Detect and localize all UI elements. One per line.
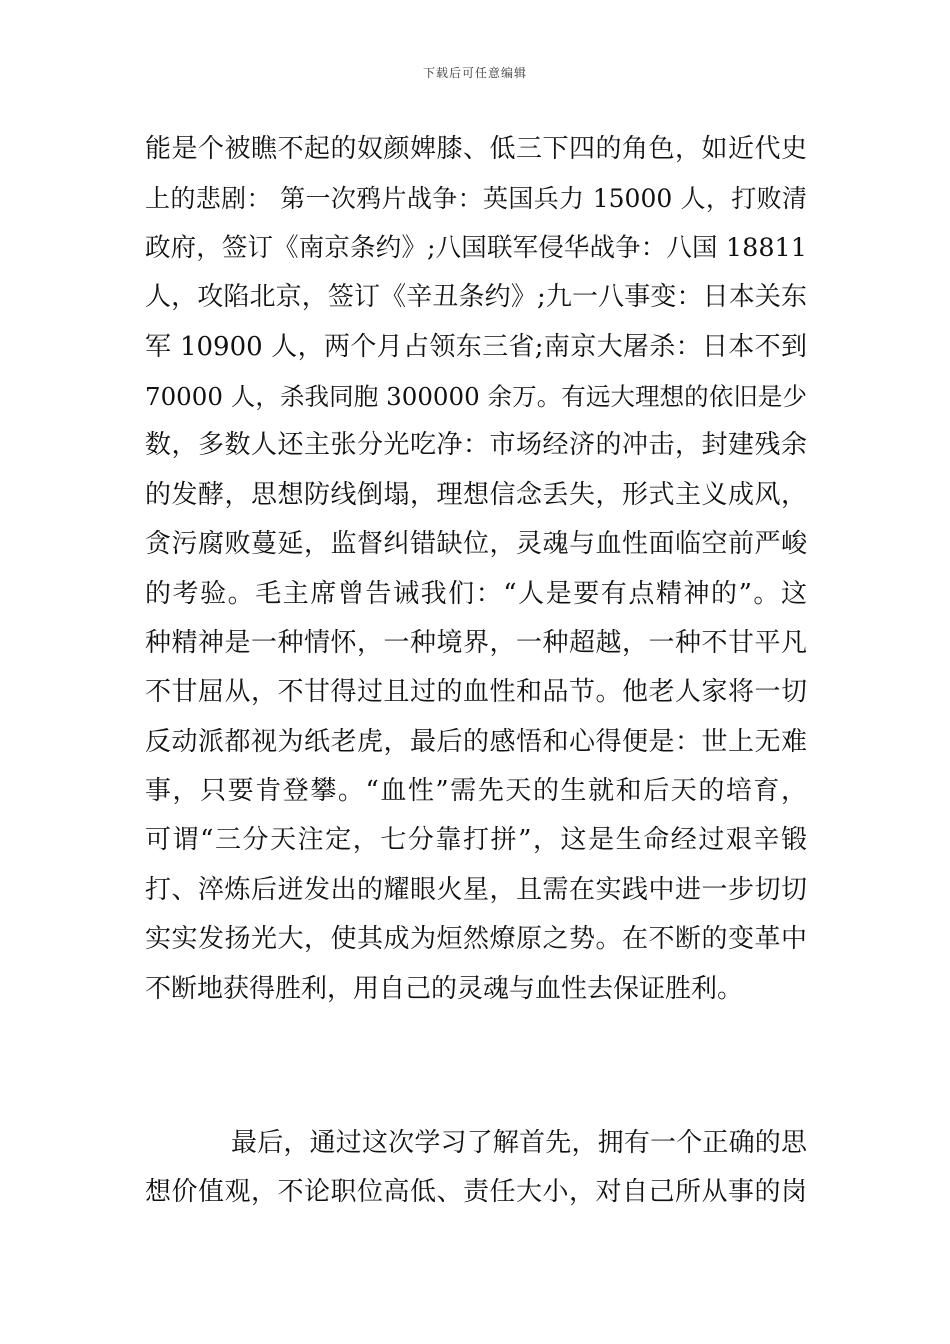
- text-line: 不断地获得胜利，用自己的灵魂与血性去保证胜利。: [145, 973, 744, 1004]
- text-line: 数，多数人还主张分光吃净：市场经济的冲击，封建残余: [145, 430, 807, 461]
- text-line: 不甘屈从，不甘得过且过的血性和品节。他老人家将一切: [145, 677, 807, 708]
- text-line: 的发酵，思想防线倒塌，理想信念丢失，形式主义成风，: [145, 479, 807, 510]
- text-line: 人，攻陷北京，签订《辛丑条约》;九一八事变：日本关东: [145, 282, 807, 313]
- text-line: 可谓“三分天注定，七分靠打拼”，这是生命经过艰辛锻: [145, 825, 807, 856]
- text-line: 打、淬炼后迸发出的耀眼火星，且需在实践中进一步切切: [145, 874, 807, 905]
- paragraph-2: [145, 1119, 807, 1218]
- text-line: 上的悲剧： 第一次鸦片战争：英国兵力 15000 人，打败清: [145, 184, 807, 214]
- text-line: 事，只要肯登攀。“血性”需先天的生就和后天的培育，: [145, 776, 807, 807]
- text-line: 种精神是一种情怀，一种境界，一种超越，一种不甘平凡: [145, 627, 807, 658]
- text-line: 70000 人，杀我同胞 300000 余万。有远大理想的依旧是少: [145, 381, 807, 411]
- text-line: 军 10900 人，两个月占领东三省;南京大屠杀：日本不到: [145, 331, 807, 362]
- text-line: 贪污腐败蔓延，监督纠错缺位，灵魂与血性面临空前严峻: [145, 529, 807, 560]
- text-line: 实实发扬光大，使其成为烜然燎原之势。在不断的变革中: [145, 924, 807, 955]
- text-line: 能是个被瞧不起的奴颜婢膝、低三下四的角色，如近代史: [145, 134, 807, 164]
- text-line: 最后，通过这次学习了解首先，拥有一个正确的思: [231, 1128, 807, 1158]
- paragraph-1: [145, 125, 807, 1014]
- text-line: 想价值观，不论职位高低、责任大小，对自己所从事的岗: [145, 1177, 807, 1208]
- page-header: 下载后可任意编辑: [422, 66, 527, 80]
- text-line: 的考验。毛主席曾告诫我们：“人是要有点精神的”。这: [145, 578, 807, 609]
- text-line: 政府，签订《南京条约》;八国联军侵华战争：八国 18811: [145, 232, 807, 263]
- text-line: 反动派都视为纸老虎，最后的感悟和心得便是：世上无难: [145, 726, 807, 757]
